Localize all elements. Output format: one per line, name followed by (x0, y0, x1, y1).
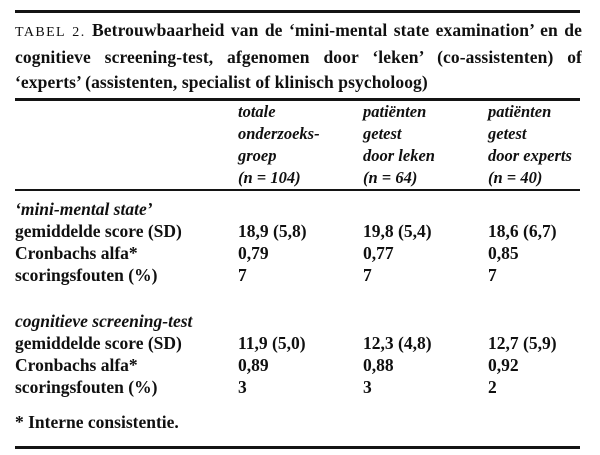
row-label: scoringsfouten (%) (15, 377, 158, 397)
row-label: gemiddelde score (SD) (15, 333, 182, 353)
caption-text-1: Betrouwbaarheid van de ‘mini-mental state examination’ en de (92, 20, 582, 40)
cell-value: 0,85 (488, 243, 519, 263)
cell-value: 7 (238, 265, 247, 285)
table-row (15, 376, 580, 398)
table-row (15, 264, 580, 286)
table-row (15, 220, 580, 242)
section-heading: cognitieve screening-test (15, 311, 193, 331)
section-heading: ‘mini-mental state’ (15, 199, 153, 219)
header-line: groep (238, 146, 277, 165)
cell-value: 19,8 (5,4) (363, 221, 432, 241)
cell-value: 0,88 (363, 355, 394, 375)
cell-value: 3 (363, 377, 372, 397)
header-line: totale (238, 102, 276, 121)
caption-line-3: ‘experts’ (assistenten, specialist of klinisch psycholoog) (15, 72, 428, 92)
top-rule (15, 10, 580, 13)
header-line: door experts (488, 146, 572, 165)
cell-value: 0,89 (238, 355, 269, 375)
header-line: door leken (363, 146, 435, 165)
table-caption (15, 18, 582, 95)
section-spacer (15, 286, 580, 310)
cell-value: 11,9 (5,0) (238, 333, 306, 353)
header-line: patiënten (488, 102, 552, 121)
cell-value: 18,6 (6,7) (488, 221, 557, 241)
cell-value: 0,77 (363, 243, 394, 263)
cell-value: 7 (488, 265, 497, 285)
row-label: Cronbachs alfa* (15, 243, 138, 263)
section-heading-row-mmse (15, 191, 580, 220)
table-number-label: TABEL 2. (15, 25, 86, 40)
table-row (15, 332, 580, 354)
header-line: getest (363, 124, 402, 143)
table-footnote: * Interne consistentie. (15, 412, 179, 432)
cell-value: 12,7 (5,9) (488, 333, 557, 353)
row-label-column-header (15, 101, 238, 189)
header-line: onderzoeks- (238, 124, 320, 143)
table-row (15, 354, 580, 376)
header-n-count: (n = 104) (238, 168, 301, 187)
caption-line-1 (15, 18, 582, 45)
header-line: patiënten (363, 102, 427, 121)
cell-value: 0,92 (488, 355, 519, 375)
cell-value: 12,3 (4,8) (363, 333, 432, 353)
cell-value: 2 (488, 377, 497, 397)
column-header-total-group (238, 101, 363, 189)
table-row (15, 242, 580, 264)
bottom-rule (15, 446, 580, 449)
cell-value: 0,79 (238, 243, 269, 263)
column-header-table (15, 101, 580, 189)
column-header-row (15, 101, 580, 189)
column-header-tested-by-experts (488, 101, 580, 189)
cell-value: 3 (238, 377, 247, 397)
row-label: gemiddelde score (SD) (15, 221, 182, 241)
cell-value: 18,9 (5,8) (238, 221, 307, 241)
header-line: getest (488, 124, 527, 143)
header-n-count: (n = 64) (363, 168, 418, 187)
column-header-tested-by-laymen (363, 101, 488, 189)
caption-line-2: cognitieve screening-test, afgenomen door ‘leken’ (co-assistenten) of (15, 47, 582, 67)
header-n-count: (n = 40) (488, 168, 543, 187)
section-heading-row-cst (15, 310, 580, 332)
row-label: scoringsfouten (%) (15, 265, 158, 285)
cell-value: 7 (363, 265, 372, 285)
row-label: Cronbachs alfa* (15, 355, 138, 375)
data-table (15, 191, 580, 398)
